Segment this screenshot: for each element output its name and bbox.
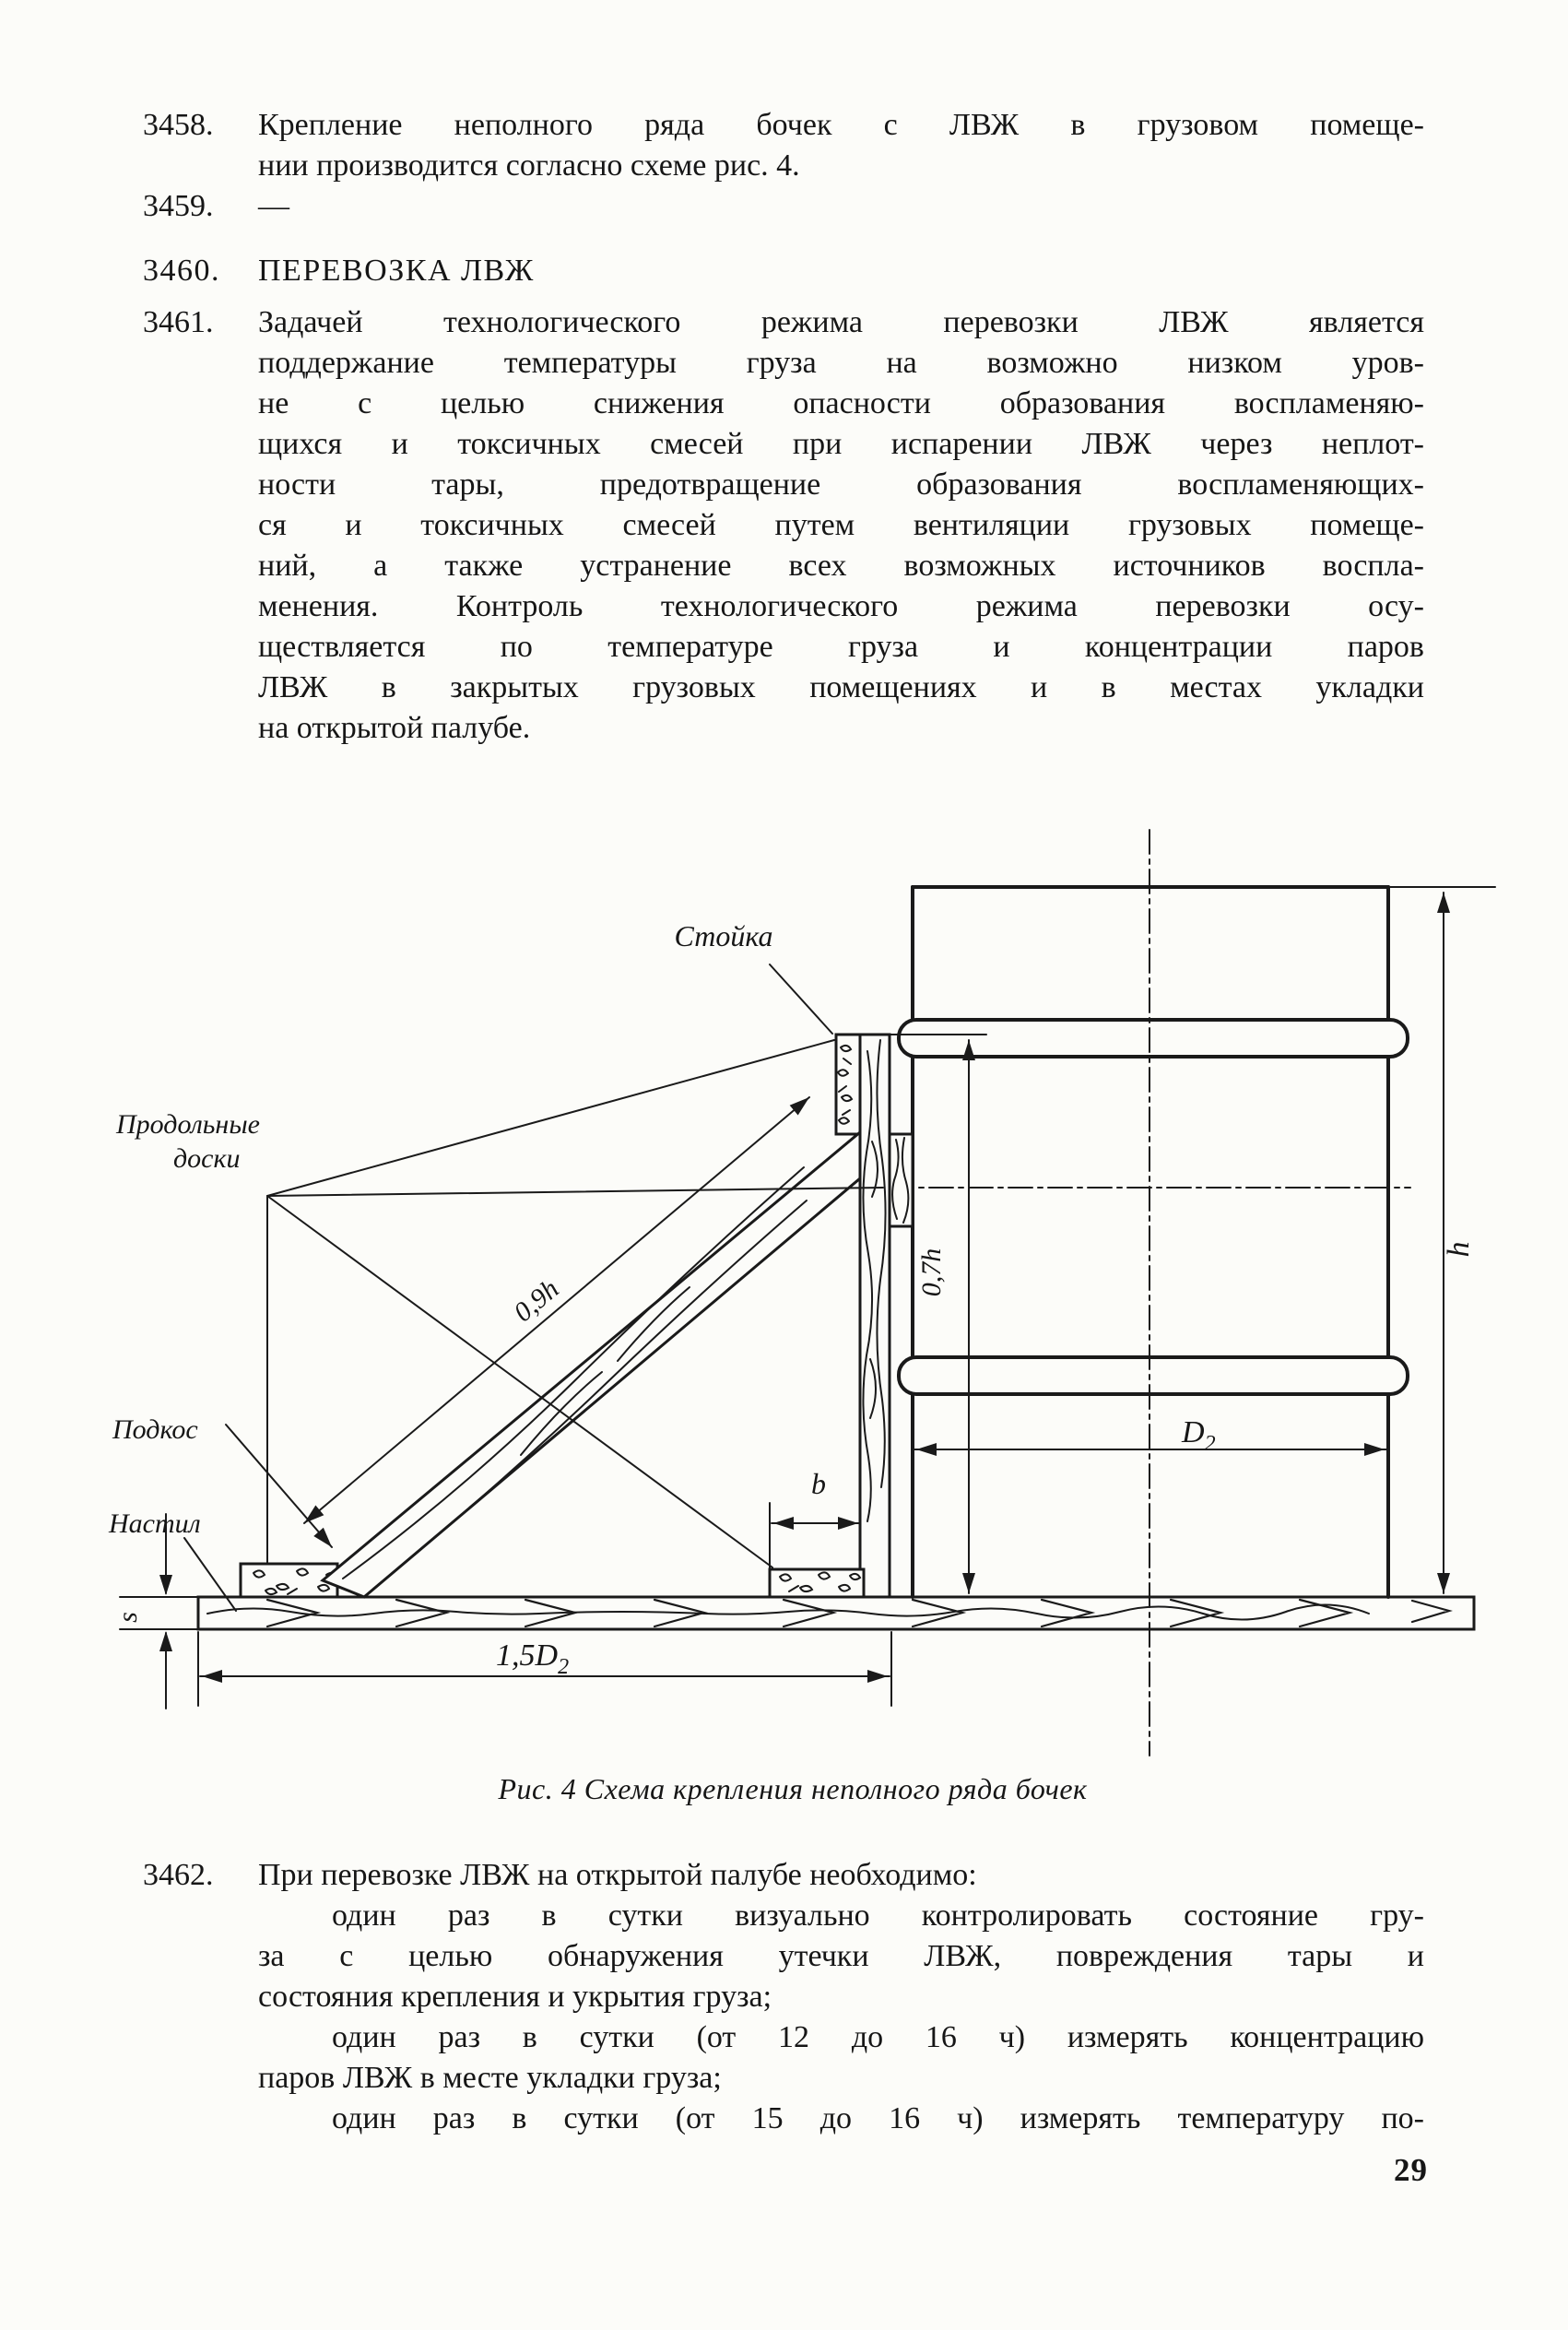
para-3462-text-4: состояния крепления и укрытия груза; [258, 1980, 772, 2014]
para-3462-text-6: паров ЛВЖ в месте укладки груза; [258, 2061, 722, 2095]
para-3459-number: 3459. [143, 189, 214, 223]
para-3458-text-1: Крепление неполного ряда бочек с ЛВЖ в грузовом помеще- [258, 108, 1424, 142]
para-3462-line-3 [143, 1936, 1424, 1977]
para-3462-line-2 [143, 1896, 1424, 1936]
para-3458-text-2: нии производится согласно схеме рис. 4. [258, 148, 800, 183]
para-3461-line-2 [143, 343, 1424, 384]
dim-0-7h-label: 0,7h [916, 1248, 947, 1297]
para-3461-text-4: щихся и токсичных смесей при испарении ЛВЖ через неплот- [258, 427, 1424, 461]
para-3461-line-6 [143, 505, 1424, 546]
para-3461-text-8: менения. Контроль технологического режима перевозки осу- [258, 589, 1424, 623]
dim-0-9h [301, 1093, 814, 1529]
para-3461-text-10: ЛВЖ в закрытых грузовых помещениях и в местах укладки [258, 670, 1424, 704]
para-3461-line-7 [143, 546, 1424, 586]
para-3462-text-1: При перевозке ЛВЖ на открытой палубе необходимо: [258, 1858, 977, 1892]
para-3461-line-1 [143, 302, 1424, 343]
brace-label: Подкос [112, 1414, 198, 1445]
stand-post [860, 1035, 890, 1597]
para-3461-line-10 [143, 668, 1424, 708]
para-3461-text-2: поддержание температуры груза на возможно низком уров- [258, 346, 1424, 380]
para-3458-line-2 [143, 146, 1424, 186]
longitudinal-board-deck-right [770, 1569, 864, 1597]
dim-b-label: b [811, 1467, 826, 1500]
stand-label: Стойка [674, 919, 773, 952]
dim-s-label: s [112, 1612, 143, 1623]
para-3461-text-11: на открытой палубе. [258, 711, 531, 745]
dim-d2-label: $D_2$ [1182, 1415, 1216, 1456]
para-3462-line-6 [143, 2058, 1424, 2099]
para-3462-line-1 [143, 1855, 1424, 1896]
para-3462-line-4 [143, 1977, 1424, 2017]
para-3459-dash: — [258, 189, 289, 223]
para-3462-text-5: один раз в сутки (от 12 до 16 ч) измерять концентрацию [332, 2020, 1424, 2054]
para-3461-text-3: не с целью снижения опасности образования воспламеняю- [258, 386, 1424, 420]
deck-plank [198, 1597, 1474, 1629]
para-3461-line-8 [143, 586, 1424, 627]
para-3460-title: ПЕРЕВОЗКА ЛВЖ [258, 254, 535, 288]
para-3458-line-1 [143, 105, 1424, 146]
para-3462-text-2: один раз в сутки визуально контролировать состояние гру- [332, 1898, 1424, 1933]
para-3462-number: 3462. [143, 1858, 214, 1892]
para-3462-text-7: один раз в сутки (от 15 до 16 ч) измерять температуру по- [332, 2101, 1424, 2135]
para-3462-line-7 [143, 2099, 1424, 2139]
para-3461-line-4 [143, 424, 1424, 465]
brace [323, 1132, 860, 1597]
figure-4-diagram [55, 810, 1530, 1759]
para-3458-number: 3458. [143, 108, 214, 142]
para-3461-text-9: ществляется по температуре груза и концентрации паров [258, 630, 1424, 664]
para-3462-text-3: за с целью обнаружения утечки ЛВЖ, повреждения тары и [258, 1939, 1424, 1973]
barrel-bottom-hoop [899, 1357, 1408, 1394]
para-3461-line-11 [143, 708, 1424, 749]
deck-label: Настил [109, 1508, 201, 1539]
para-3461-text-1: Задачей технологического режима перевозки ЛВЖ является [258, 305, 1424, 339]
lower-text-column [143, 1855, 1424, 2139]
para-3461-line-5 [143, 465, 1424, 505]
dim-h-label: h [1442, 1241, 1476, 1258]
para-3459-line [143, 186, 1424, 227]
para-3460-heading [143, 251, 1424, 291]
longitudinal-boards-label-2: доски [173, 1143, 241, 1174]
longitudinal-board-top [836, 1035, 860, 1134]
longitudinal-boards-label-1: Продольные [116, 1109, 260, 1140]
para-3461-text-6: ся и токсичных смесей путем вентиляции грузовых помеще- [258, 508, 1424, 542]
dim-1-5d2-label: $1,5D_2$ [496, 1638, 570, 1679]
para-3460-number: 3460. [143, 254, 220, 288]
para-3461-text-7: ний, а также устранение всех возможных источников воспла- [258, 549, 1424, 583]
longitudinal-board-middle [890, 1134, 913, 1226]
upper-text-column [143, 105, 1424, 749]
page-number: 29 [1394, 2152, 1428, 2188]
para-3461-number: 3461. [143, 305, 214, 339]
para-3461-line-3 [143, 384, 1424, 424]
para-3461-line-9 [143, 627, 1424, 668]
dim-b [770, 1503, 860, 1567]
para-3462-line-5 [143, 2017, 1424, 2058]
barrel [899, 887, 1495, 1597]
figure-caption: Рис. 4 Схема крепления неполного ряда бочек [498, 1772, 1088, 1805]
dim-s [120, 1514, 198, 1709]
barrel-top-hoop [899, 1020, 1408, 1057]
para-3461-text-5: ности тары, предотвращение образования воспламеняющих- [258, 467, 1424, 502]
dim-0-9h-label: 0,9h [508, 1273, 565, 1329]
